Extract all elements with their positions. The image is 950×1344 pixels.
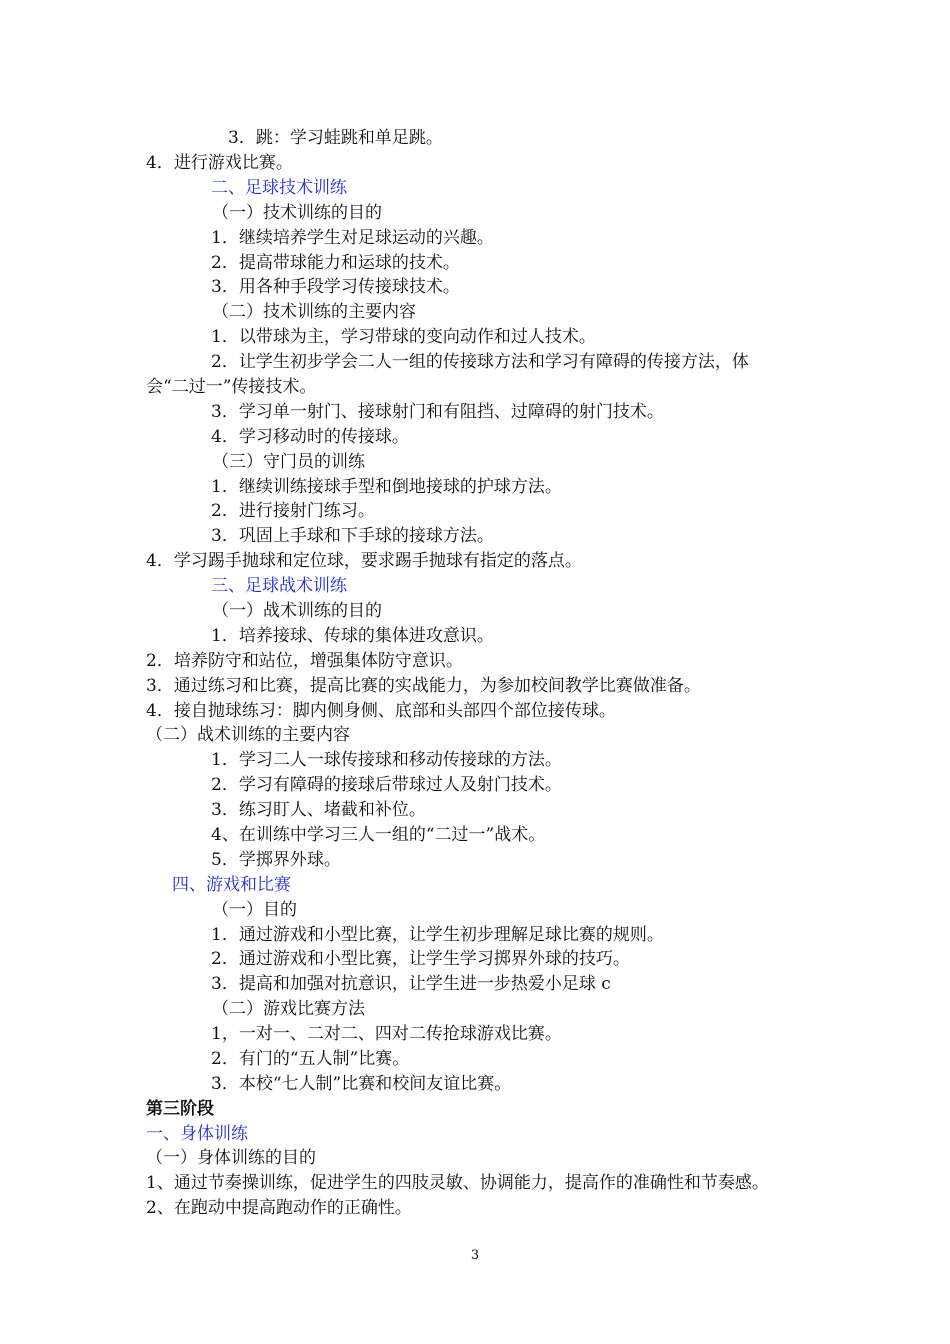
- section-heading: 四、游戏和比赛: [172, 875, 291, 895]
- text-line: 2．培养防守和站位，增强集体防守意识。: [146, 651, 463, 671]
- subsection-heading: （一）身体训练的目的: [146, 1148, 316, 1168]
- subsection-heading: （二）游戏比赛方法: [212, 999, 365, 1019]
- subsection-heading: （一）战术训练的目的: [212, 601, 382, 621]
- text-line: 1、通过节奏操训练，促进学生的四肢灵敏、协调能力，提高作的准确性和节奏感。: [146, 1173, 769, 1193]
- text-line: 3．提高和加强对抗意识，让学生进一步热爱小足球 c: [211, 974, 611, 994]
- text-line: 1．学习二人一球传接球和移动传接球的方法。: [211, 750, 562, 770]
- text-line: 3．巩固上手球和下手球的接球方法。: [211, 526, 494, 546]
- text-line: 3．学习单一射门、接球射门和有阻挡、过障碍的射门技术。: [211, 402, 664, 422]
- text-line: 4．学习移动时的传接球。: [211, 427, 409, 447]
- text-line: 3．用各种手段学习传接球技术。: [211, 277, 460, 297]
- text-line: 1．以带球为主，学习带球的变向动作和过人技术。: [211, 327, 596, 347]
- text-line: 4．接自抛球练习：脚内侧身侧、底部和头部四个部位接传球。: [146, 701, 616, 721]
- text-line: 3．本校“七人制”比赛和校间友谊比赛。: [211, 1074, 512, 1094]
- text-line: 1．继续训练接球手型和倒地接球的护球方法。: [211, 477, 562, 497]
- subsection-heading: （一）目的: [212, 900, 297, 920]
- text-line: 2．有门的“五人制”比赛。: [211, 1049, 410, 1069]
- text-line: 4．进行游戏比赛。: [146, 153, 293, 173]
- text-line: 2．让学生初步学会二人一组的传接球方法和学习有障碍的传接方法，体: [211, 352, 749, 372]
- section-heading: 一、身体训练: [146, 1124, 248, 1144]
- text-line: 2．通过游戏和小型比赛，让学生学习掷界外球的技巧。: [211, 949, 630, 969]
- stage-heading: 第三阶段: [146, 1099, 214, 1119]
- text-line: 3．跳：学习蛙跳和单足跳。: [228, 128, 443, 148]
- text-line: 1．通过游戏和小型比赛，让学生初步理解足球比赛的规则。: [211, 925, 664, 945]
- text-line: 2、在跑动中提高跑动作的正确性。: [146, 1198, 412, 1218]
- text-line: 1．培养接球、传球的集体进攻意识。: [211, 626, 494, 646]
- text-line: 3．练习盯人、堵截和补位。: [211, 800, 426, 820]
- subsection-heading: （二）技术训练的主要内容: [212, 302, 416, 322]
- text-line: 1．继续培养学生对足球运动的兴趣。: [211, 228, 494, 248]
- text-line: 2．提高带球能力和运球的技术。: [211, 253, 460, 273]
- page-number: 3: [470, 1248, 480, 1263]
- text-line: 1，一对一、二对二、四对二传抢球游戏比赛。: [211, 1024, 562, 1044]
- text-line: 4、在训练中学习三人一组的“二过一”战术。: [211, 825, 546, 845]
- section-heading: 二、足球技术训练: [211, 178, 347, 198]
- section-heading: 三、足球战术训练: [211, 576, 347, 596]
- text-line: 5．学掷界外球。: [211, 850, 341, 870]
- text-line: 2．学习有障碍的接球后带球过人及射门技术。: [211, 775, 562, 795]
- text-line: 3．通过练习和比赛，提高比赛的实战能力，为参加校间教学比赛做准备。: [146, 676, 701, 696]
- text-line: 2．进行接射门练习。: [211, 501, 375, 521]
- text-line: 4．学习踢手抛球和定位球，要求踢手抛球有指定的落点。: [146, 551, 582, 571]
- subsection-heading: （一）技术训练的目的: [212, 203, 382, 223]
- text-line: 会“二过一”传接技术。: [146, 377, 317, 397]
- subsection-heading: （二）战术训练的主要内容: [146, 725, 350, 745]
- subsection-heading: （三）守门员的训练: [212, 452, 365, 472]
